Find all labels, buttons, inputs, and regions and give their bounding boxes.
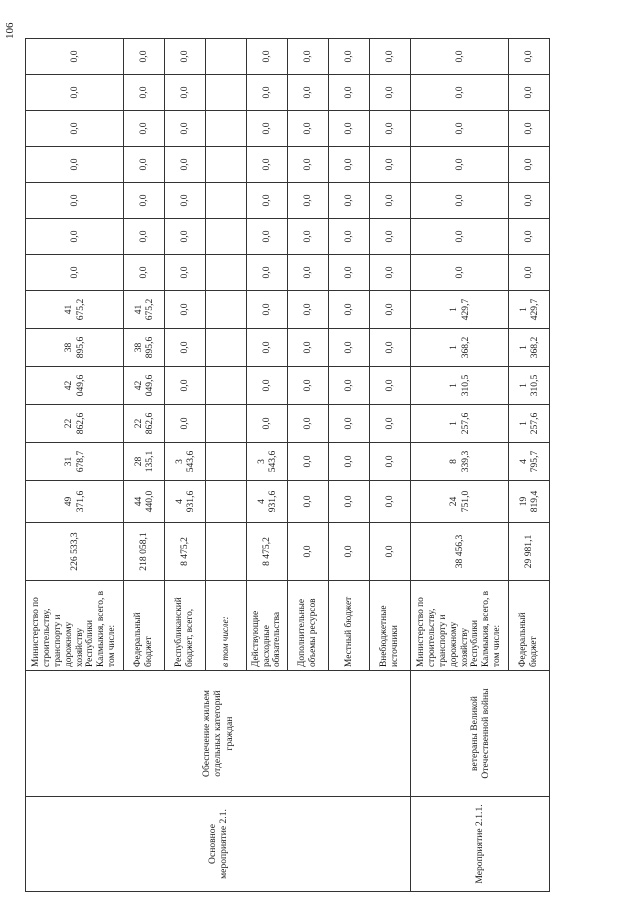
year-value-cell: 0,0 — [165, 111, 206, 147]
year-value-cell: 0,0 — [124, 75, 165, 111]
year-value-cell: 0,0 — [165, 255, 206, 291]
year-value-cell: 0,0 — [329, 443, 370, 481]
year-value-cell — [206, 147, 247, 183]
year-value-cell — [206, 111, 247, 147]
year-value-cell: 42 049,6 — [26, 367, 124, 405]
year-value-cell: 22 862,6 — [26, 405, 124, 443]
funding-source-cell: в том числе: — [206, 581, 247, 671]
year-value-cell: 0,0 — [247, 75, 288, 111]
year-value-cell — [206, 367, 247, 405]
year-value-cell: 19 819,4 — [509, 481, 550, 523]
funding-source-cell: Республиканский бюджет, всего, — [165, 581, 206, 671]
year-value-cell: 0,0 — [247, 39, 288, 75]
year-value-cell: 0,0 — [247, 405, 288, 443]
year-value-cell: 1 310,5 — [411, 367, 509, 405]
year-value-cell: 0,0 — [411, 219, 509, 255]
year-value-cell: 0,0 — [288, 255, 329, 291]
year-value-cell: 0,0 — [329, 219, 370, 255]
funding-source-cell: Дополнительные объемы ресурсов — [288, 581, 329, 671]
year-value-cell: 0,0 — [411, 147, 509, 183]
year-value-cell: 0,0 — [509, 147, 550, 183]
year-value-cell: 0,0 — [247, 329, 288, 367]
year-value-cell: 0,0 — [288, 183, 329, 219]
year-value-cell: 0,0 — [288, 405, 329, 443]
year-value-cell: 0,0 — [288, 443, 329, 481]
year-value-cell: 0,0 — [165, 39, 206, 75]
year-value-cell: 1 429,7 — [509, 291, 550, 329]
year-value-cell: 1 368,2 — [509, 329, 550, 367]
activity-name-cell: Обеспечение жильем отдельных категорий граждан — [26, 671, 411, 797]
year-value-cell — [206, 443, 247, 481]
year-value-cell: 0,0 — [370, 147, 411, 183]
year-value-cell: 0,0 — [124, 219, 165, 255]
year-value-cell: 0,0 — [329, 147, 370, 183]
budget-table — [25, 38, 550, 892]
year-value-cell: 0,0 — [329, 75, 370, 111]
total-cell: 0,0 — [370, 523, 411, 581]
activity-name-cell: ветераны Великой Отечественной войны — [411, 671, 550, 797]
table-row — [411, 39, 509, 892]
year-value-cell: 0,0 — [370, 481, 411, 523]
year-value-cell: 0,0 — [288, 481, 329, 523]
year-value-cell: 0,0 — [411, 183, 509, 219]
year-value-cell: 1 429,7 — [411, 291, 509, 329]
page-number: 106 — [4, 22, 16, 39]
year-value-cell: 42 049,6 — [124, 367, 165, 405]
year-value-cell: 44 440,0 — [124, 481, 165, 523]
year-value-cell: 0,0 — [247, 147, 288, 183]
year-value-cell: 0,0 — [165, 291, 206, 329]
year-value-cell: 0,0 — [509, 39, 550, 75]
year-value-cell: 1 368,2 — [411, 329, 509, 367]
year-value-cell: 0,0 — [509, 255, 550, 291]
table-row — [26, 39, 124, 892]
year-value-cell: 0,0 — [124, 183, 165, 219]
year-value-cell: 0,0 — [329, 367, 370, 405]
year-value-cell: 0,0 — [165, 329, 206, 367]
year-value-cell — [206, 481, 247, 523]
year-value-cell: 38 895,6 — [26, 329, 124, 367]
year-value-cell: 0,0 — [411, 75, 509, 111]
total-cell: 8 475,2 — [247, 523, 288, 581]
year-value-cell: 0,0 — [247, 255, 288, 291]
year-value-cell — [206, 183, 247, 219]
year-value-cell: 0,0 — [26, 39, 124, 75]
year-value-cell: 0,0 — [370, 367, 411, 405]
year-value-cell: 0,0 — [288, 219, 329, 255]
year-value-cell: 0,0 — [411, 111, 509, 147]
year-value-cell: 0,0 — [329, 291, 370, 329]
year-value-cell: 0,0 — [124, 255, 165, 291]
total-cell: 0,0 — [329, 523, 370, 581]
year-value-cell: 0,0 — [124, 39, 165, 75]
funding-source-cell: Действующие расходные обязательства — [247, 581, 288, 671]
year-value-cell: 0,0 — [165, 367, 206, 405]
year-value-cell: 0,0 — [509, 111, 550, 147]
activity-code-cell: Основное мероприятие 2.1. — [26, 797, 411, 892]
year-value-cell: 0,0 — [26, 111, 124, 147]
year-value-cell: 0,0 — [411, 39, 509, 75]
total-cell — [206, 523, 247, 581]
year-value-cell: 0,0 — [165, 183, 206, 219]
year-value-cell: 0,0 — [247, 367, 288, 405]
year-value-cell: 4 795,7 — [509, 443, 550, 481]
funding-source-cell: Федеральный бюджет — [124, 581, 165, 671]
funding-source-cell: Министерство по строительству, транспорту и дорожному хозяйству Республики Калмыкия, всего, в том числе: — [411, 581, 509, 671]
year-value-cell: 49 371,6 — [26, 481, 124, 523]
year-value-cell: 0,0 — [329, 111, 370, 147]
year-value-cell: 0,0 — [26, 183, 124, 219]
year-value-cell: 0,0 — [509, 75, 550, 111]
year-value-cell: 0,0 — [247, 291, 288, 329]
year-value-cell: 0,0 — [26, 75, 124, 111]
year-value-cell: 0,0 — [329, 405, 370, 443]
year-value-cell: 0,0 — [370, 255, 411, 291]
year-value-cell: 0,0 — [370, 183, 411, 219]
year-value-cell: 0,0 — [26, 219, 124, 255]
year-value-cell: 22 862,6 — [124, 405, 165, 443]
year-value-cell — [206, 291, 247, 329]
year-value-cell — [206, 75, 247, 111]
year-value-cell: 41 675,2 — [124, 291, 165, 329]
year-value-cell: 0,0 — [370, 111, 411, 147]
activity-code-cell: Мероприятие 2.1.1. — [411, 797, 550, 892]
year-value-cell: 1 257,6 — [411, 405, 509, 443]
year-value-cell: 0,0 — [247, 183, 288, 219]
year-value-cell: 0,0 — [288, 367, 329, 405]
year-value-cell: 3 543,6 — [165, 443, 206, 481]
funding-source-cell: Министерство по строительству, транспорту и дорожному хозяйству Республики Калмыкия, всего, в том числе: — [26, 581, 124, 671]
funding-source-cell: Местный бюджет — [329, 581, 370, 671]
year-value-cell: 0,0 — [247, 219, 288, 255]
total-cell: 0,0 — [288, 523, 329, 581]
year-value-cell: 0,0 — [165, 147, 206, 183]
year-value-cell: 0,0 — [370, 329, 411, 367]
year-value-cell: 0,0 — [26, 147, 124, 183]
year-value-cell: 0,0 — [288, 75, 329, 111]
year-value-cell: 0,0 — [165, 405, 206, 443]
year-value-cell: 8 339,3 — [411, 443, 509, 481]
year-value-cell: 0,0 — [288, 329, 329, 367]
year-value-cell: 0,0 — [370, 405, 411, 443]
year-value-cell — [206, 219, 247, 255]
year-value-cell: 0,0 — [329, 481, 370, 523]
year-value-cell: 0,0 — [509, 219, 550, 255]
year-value-cell: 0,0 — [329, 39, 370, 75]
total-cell: 29 981,1 — [509, 523, 550, 581]
year-value-cell: 0,0 — [329, 183, 370, 219]
year-value-cell: 0,0 — [509, 183, 550, 219]
year-value-cell: 0,0 — [329, 255, 370, 291]
year-value-cell: 0,0 — [165, 75, 206, 111]
year-value-cell: 0,0 — [247, 111, 288, 147]
year-value-cell: 4 931,6 — [247, 481, 288, 523]
year-value-cell: 0,0 — [124, 111, 165, 147]
year-value-cell — [206, 405, 247, 443]
year-value-cell: 3 543,6 — [247, 443, 288, 481]
year-value-cell: 1 310,5 — [509, 367, 550, 405]
funding-source-cell: Федеральный бюджет — [509, 581, 550, 671]
year-value-cell — [206, 255, 247, 291]
year-value-cell: 0,0 — [370, 443, 411, 481]
year-value-cell: 41 675,2 — [26, 291, 124, 329]
year-value-cell: 0,0 — [165, 219, 206, 255]
year-value-cell: 0,0 — [370, 39, 411, 75]
year-value-cell: 0,0 — [370, 75, 411, 111]
year-value-cell: 0,0 — [288, 39, 329, 75]
year-value-cell: 24 751,0 — [411, 481, 509, 523]
year-value-cell: 0,0 — [329, 329, 370, 367]
year-value-cell: 28 135,1 — [124, 443, 165, 481]
year-value-cell: 0,0 — [288, 111, 329, 147]
year-value-cell — [206, 39, 247, 75]
year-value-cell — [206, 329, 247, 367]
year-value-cell: 0,0 — [370, 219, 411, 255]
total-cell: 8 475,2 — [165, 523, 206, 581]
year-value-cell: 31 678,7 — [26, 443, 124, 481]
year-value-cell: 0,0 — [411, 255, 509, 291]
total-cell: 38 456,3 — [411, 523, 509, 581]
total-cell: 226 533,3 — [26, 523, 124, 581]
year-value-cell: 4 931,6 — [165, 481, 206, 523]
year-value-cell: 0,0 — [370, 291, 411, 329]
funding-source-cell: Внебюджетные источники — [370, 581, 411, 671]
year-value-cell: 1 257,6 — [509, 405, 550, 443]
total-cell: 218 058,1 — [124, 523, 165, 581]
year-value-cell: 0,0 — [288, 147, 329, 183]
year-value-cell: 0,0 — [124, 147, 165, 183]
year-value-cell: 38 895,6 — [124, 329, 165, 367]
year-value-cell: 0,0 — [288, 291, 329, 329]
year-value-cell: 0,0 — [26, 255, 124, 291]
